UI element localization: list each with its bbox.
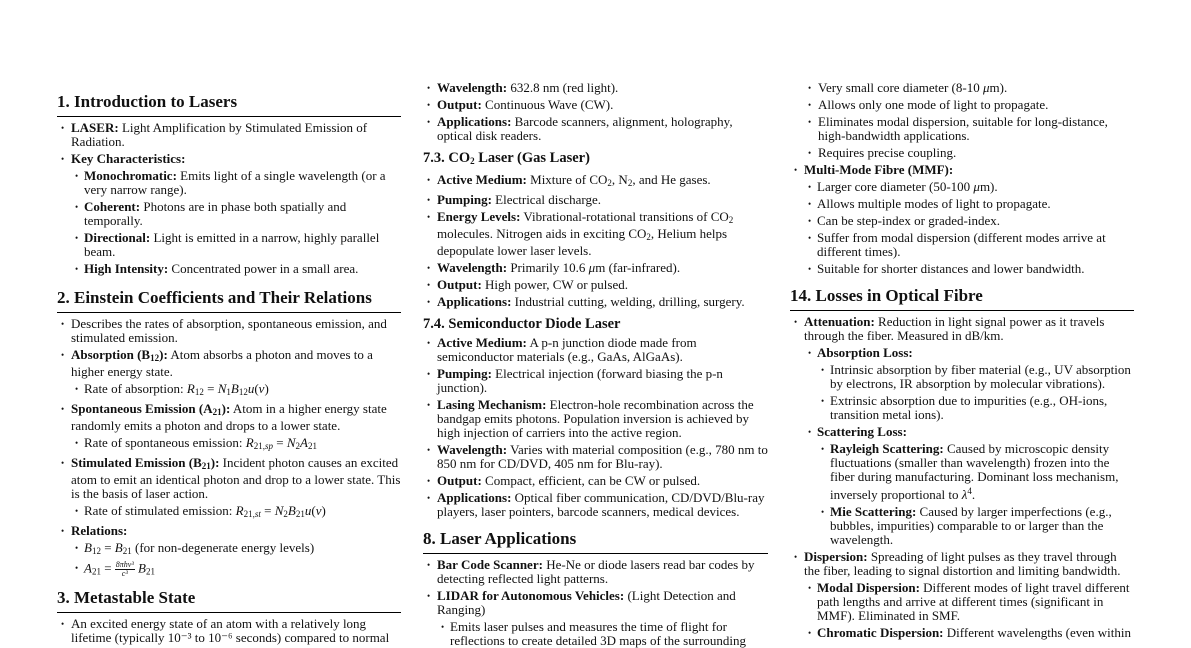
list-item: • $A_{21}$ = $\frac{\text{8πhν³}}{\text{c³}}$ $B_{21}$ [71, 561, 401, 578]
section-8-list [423, 558, 768, 648]
list-item: • Very small core diameter (8-10 μm). [804, 81, 1134, 95]
list-item: • Rate of absorption: $R_{12} = N_1B_{12}u(\nu)$ [71, 382, 401, 399]
list-item: • Active Medium: A p-n junction diode made from semiconductor materials (e.g., GaAs, AlGaAs). [423, 336, 768, 364]
list-item: • Emits laser pulses and measures the time of flight for reflections to create detailed 3D maps of the surrounding [437, 620, 768, 648]
hene-list [423, 81, 768, 143]
list-item: • Absorption Loss: • Intrinsic absorption by fiber material (e.g., UV absorption by electrons, IR absorption by molecular vibrations). • Extrinsic absorption due to impurities (e.g., OH-ions, transition metal ions). [804, 346, 1134, 422]
list-item: • Describes the rates of absorption, spontaneous emission, and stimulated emission. [57, 317, 401, 345]
section-3-list [57, 617, 401, 645]
section-3-title: 3. Metastable State [57, 588, 401, 613]
list-item: • Directional: Light is emitted in a narrow, highly parallel beam. [71, 231, 401, 259]
list-item: • Monochromatic: Emits light of a single wavelength (or a very narrow range). [71, 169, 401, 197]
list-item: • Can be step-index or graded-index. [804, 214, 1134, 228]
list-item: • Suitable for shorter distances and lower bandwidth. [804, 262, 1134, 276]
list-item: • Dispersion: Spreading of light pulses as they travel through the fiber, leading to signal distortion and limiting bandwidth. • Modal Dispersion: Different modes of light travel different path lengths and arrive at different times (significant in MMF). Eliminated in SMF. • Chromatic Dispersion: Different wavelengths (even within [790, 550, 1134, 640]
list-item: • Chromatic Dispersion: Different wavelengths (even within [804, 626, 1134, 640]
list-item: • LIDAR for Autonomous Vehicles: (Light Detection and Ranging) • Emits laser pulses and measures the time of flight for reflections to create detailed 3D maps of the surrounding [423, 589, 768, 648]
list-item: • Stimulated Emission $(B_{21})$: Incident photon causes an excited atom to emit an identical photon and drop to a lower state. This is the basis of laser action. • Rate of stimulated emission: $R_{21,st} = N_2B_{21}u(\nu)$ [57, 456, 401, 521]
list-item: • Output: Compact, efficient, can be CW or pulsed. [423, 474, 768, 488]
list-item: • Allows multiple modes of light to propagate. [804, 197, 1134, 211]
column-3 [790, 0, 1134, 640]
list-item: • Key Characteristics: • Monochromatic: Emits light of a single wavelength (or a very narrow range). • Coherent: Photons are in phase both spatially and temporally. • Directional: Light is emitted in a narrow, highly parallel beam. • High Intensity: Concentrated power in a small area. [57, 152, 401, 276]
list-item: • Extrinsic absorption due to impurities (e.g., OH-ions, transition metal ions). [817, 394, 1134, 422]
list-item: • Larger core diameter (50-100 μm). [804, 180, 1134, 194]
section-1-title: 1. Introduction to Lasers [57, 92, 401, 117]
section-2-list [57, 317, 401, 578]
list-item: • Output: High power, CW or pulsed. [423, 278, 768, 292]
list-item: • Allows only one mode of light to propagate. [804, 98, 1134, 112]
list-item: • Multi-Mode Fibre (MMF): • Larger core diameter (50-100 μm). • Allows multiple modes of light to propagate. • Can be step-index or graded-index. • Suffer from modal dispersion (different modes arrive at different times). • Suitable for shorter distances and lower bandwidth. [790, 163, 1134, 276]
list-item: • Modal Dispersion: Different modes of light travel different path lengths and arrive at different times (significant in MMF). Eliminated in SMF. [804, 581, 1134, 623]
list-item: • Relations: • $B_{12} = B_{21}$ (for non-degenerate energy levels) • $A_{21}$ = $\frac{\text{8πhν³}}{\text{c³}}$ $B_{21}$ [57, 524, 401, 578]
co2-list [423, 173, 768, 309]
list-item: • Wavelength: 632.8 nm (red light). [423, 81, 768, 95]
list-item: • Energy Levels: Vibrational-rotational transitions of $CO_2$ molecules. Nitrogen aids in exciting $CO_2$, Helium helps depopulate lower laser levels. [423, 210, 768, 258]
list-item: • Active Medium: Mixture of $CO_2$, $N_2$, and He gases. [423, 173, 768, 190]
list-item: • Rate of spontaneous emission: $R_{21,sp} = N_2A_{21}$ [71, 436, 401, 453]
list-item: • Suffer from modal dispersion (different modes arrive at different times). [804, 231, 1134, 259]
list-item: • Rayleigh Scattering: Caused by microscopic density fluctuations (smaller than wavelength) frozen into the fiber during manufacturing. Dominant loss mechanism, inversely proportional to $\lambda^4$. [817, 442, 1134, 502]
list-item: • Output: Continuous Wave (CW). [423, 98, 768, 112]
list-item: • Rate of stimulated emission: $R_{21,st} = N_2B_{21}u(\nu)$ [71, 504, 401, 521]
list-item: • Scattering Loss: • Rayleigh Scattering: Caused by microscopic density fluctuations (smaller than wavelength) frozen into the fiber during manufacturing. Dominant loss mechanism, inversely proportional to $\lambda^4$. • Mie Scattering: Caused by larger imperfections (e.g., bubbles, impurities) comparable to or larger than the wavelength. [804, 425, 1134, 547]
list-item: • Applications: Optical fiber communication, CD/DVD/Blu-ray players, laser pointers, barcode scanners, medical devices. [423, 491, 768, 519]
list-item: • Applications: Industrial cutting, welding, drilling, surgery. [423, 295, 768, 309]
list-item: • Lasing Mechanism: Electron-hole recombination across the bandgap emits photons. Population inversion is achieved by high injection of carriers into the active region. [423, 398, 768, 440]
list-item: • Intrinsic absorption by fiber material (e.g., UV absorption by electrons, IR absorption by molecular vibrations). [817, 363, 1134, 391]
list-item: • Absorption $(B_{12})$: Atom absorbs a photon and moves to a higher energy state. • Rate of absorption: $R_{12} = N_1B_{12}u(\nu)$ [57, 348, 401, 399]
list-item: • Wavelength: Varies with material composition (e.g., 780 nm to 850 nm for CD/DVD, 405 nm for Blu-ray). [423, 443, 768, 471]
list-item: • Bar Code Scanner: He-Ne or diode lasers read bar codes by detecting reflected light patterns. [423, 558, 768, 586]
mmf-list [790, 163, 1134, 276]
section-1-list [57, 121, 401, 276]
list-item: • Mie Scattering: Caused by larger imperfections (e.g., bubbles, impurities) comparable to or larger than the wavelength. [817, 505, 1134, 547]
list-item: • High Intensity: Concentrated power in a small area. [71, 262, 401, 276]
section-8-title: 8. Laser Applications [423, 529, 768, 554]
section-14-list [790, 315, 1134, 640]
list-item: • Spontaneous Emission $(A_{21})$: Atom in a higher energy state randomly emits a photon and drops to a lower state. • Rate of spontaneous emission: $R_{21,sp} = N_2A_{21}$ [57, 402, 401, 453]
column-2 [423, 0, 768, 648]
list-item: • Requires precise coupling. [804, 146, 1134, 160]
section-14-title: 14. Losses in Optical Fibre [790, 286, 1134, 311]
semiconductor-list [423, 336, 768, 519]
list-item: • LASER: Light Amplification by Stimulated Emission of Radiation. [57, 121, 401, 149]
semiconductor-laser-title: 7.4. Semiconductor Diode Laser [423, 316, 621, 332]
smf-list [804, 81, 1134, 160]
list-item: • $B_{12} = B_{21}$ (for non-degenerate energy levels) [71, 541, 401, 558]
list-item: • Eliminates modal dispersion, suitable for long-distance, high-bandwidth applications. [804, 115, 1134, 143]
list-item: • Pumping: Electrical injection (forward biasing the p-n junction). [423, 367, 768, 395]
co2-laser-title: 7.3. $CO_2$ Laser (Gas Laser) [423, 150, 590, 166]
list-item: • Pumping: Electrical discharge. [423, 193, 768, 207]
list-item: • Coherent: Photons are in phase both spatially and temporally. [71, 200, 401, 228]
list-item: • Applications: Barcode scanners, alignment, holography, optical disk readers. [423, 115, 768, 143]
column-1 [57, 0, 401, 645]
section-2-title: 2. Einstein Coefficients and Their Relations [57, 288, 401, 313]
list-item: • Wavelength: Primarily 10.6 μm (far-infrared). [423, 261, 768, 275]
list-item: • An excited energy state of an atom with a relatively long lifetime (typically 10⁻³ to 10⁻⁶ seconds) compared to normal [57, 617, 401, 645]
list-item: • Attenuation: Reduction in light signal power as it travels through the fiber. Measured in dB/km. • Absorption Loss: • Intrinsic absorption by fiber material (e.g., UV absorption by electrons, IR absorption by molecular vibrations). • Extrinsic absorption due to impurities (e.g., OH-ions, transition metal ions). • Scattering Loss: • Rayleigh Scattering: Caused by microscopic density fluctuations (smaller than wavelength) frozen into the fiber during manufacturing. Dominant loss mechanism, inversely proportional to $\lambda^4$. • Mie Scattering: Caused by larger imperfections (e.g., bubbles, impurities) comparable to or larger than the wavelength. [790, 315, 1134, 547]
